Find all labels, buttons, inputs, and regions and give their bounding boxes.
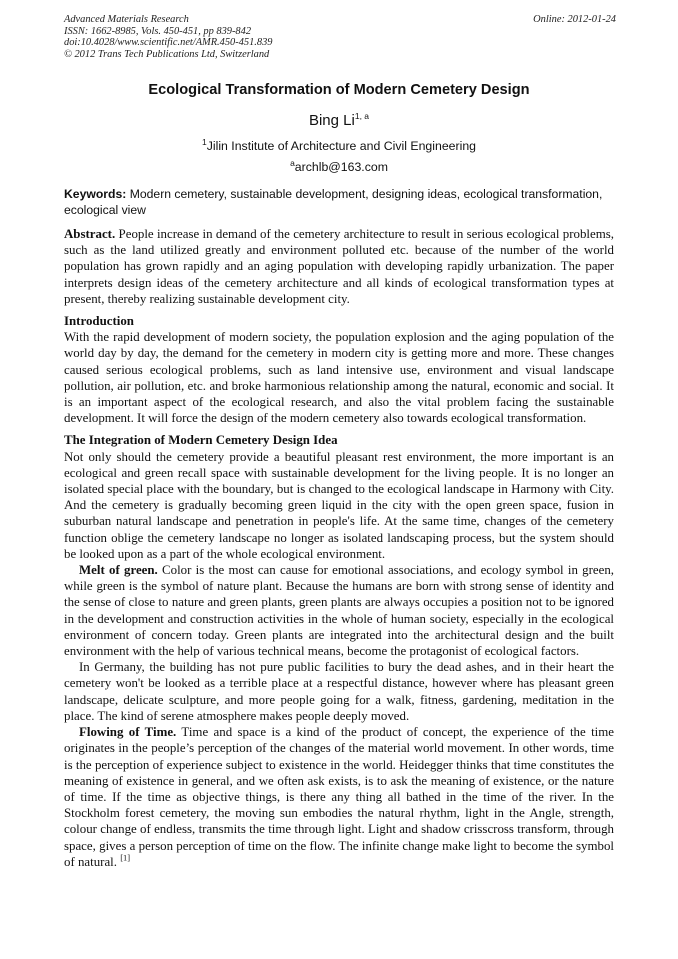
integration-paragraph: Not only should the cemetery provide a beautiful pleasant rest environment, the more important is an ecological and green recall space with sustainable development for the living people. It is no longer an isolated special place with the boundary, but is changed to the ecological landscape in Harmony with City. And the cemetery is gradually becoming green liquid in the city with the open green space, fusion in suburban natural landscape and penetration in people's life. At the same time, changes of the cemetery function oblige the cemetery landscape no longer as isolated landscaping process, but the system should be looked upon as a part of the whole ecological environment. bbox=[64, 449, 614, 561]
keywords-block bbox=[64, 187, 620, 218]
doi-line: doi:10.4028/www.scientific.net/AMR.450-451.839 bbox=[64, 37, 273, 49]
melt-of-green-text: Color is the most can cause for emotional associations, and ecology symbol in green, while green is the symbol of nature plant. Because the humans are born with strong sense of identity and the sense of close to nature and green plants, green plants are always occupies a position not to be ignored in the development and construction activities in the whole of human society, especially in the ecological environment of concern today. Green plants are integrated into the architectural design and the built environment with the help of various technical means, become the protagonist of ecological factors. bbox=[64, 563, 614, 659]
paper-body bbox=[64, 226, 614, 870]
integration-heading: The Integration of Modern Cemetery Design Idea bbox=[64, 433, 338, 448]
melt-of-green-paragraph bbox=[64, 562, 614, 659]
introduction-heading: Introduction bbox=[64, 314, 134, 329]
affiliation-text: Jilin Institute of Architecture and Civil Engineering bbox=[206, 139, 477, 153]
abstract-paragraph bbox=[64, 226, 614, 307]
email-superscript: a bbox=[290, 157, 295, 168]
germany-paragraph: In Germany, the building has not pure public facilities to bury the dead ashes, and in their heart the cemetery won't be looked as a terrible place at a respectful distance, however where has pleasant green landscape, delicate sculpture, and more people going for a walk, fitness, gardening, meditation in the place. The kind of serene atmosphere makes people deeply moved. bbox=[64, 660, 614, 723]
email-address: archlb@163.com bbox=[294, 160, 388, 174]
online-date: Online: 2012-01-24 bbox=[533, 14, 616, 25]
issn-line: ISSN: 1662-8985, Vols. 450-451, pp 839-842 bbox=[64, 25, 252, 37]
flowing-of-time-text: Time and space is a kind of the product of concept, the experience of the time originates in the people’s perception of the changes of the material world movement. In other words, time is the perception of experience subject to existence in the world. Heidegger thinks that time constitutes the meaning of existence in general, and we often ask exists, is to ask the meaning of existence, or the nature of time. If the time as objective things, is there any thing all bathed in the time of the river. In the Stockholm forest cemetery, the moving sun embodies the natural rhythm, light in the Angle, strength, colour change of endless, transmits the time through light. Light and shadow crisscross transform, through space, gives a person perception of time on the flow. The infinite change make light to become the symbol of natural. bbox=[64, 725, 614, 869]
abstract-text: People increase in demand of the cemetery architecture to result in serious ecological problems, such as the land utilized greatly and environment polluted etc. because of the number of the world population has grown rapidly and an aging population with developing rapidly urbanization. The paper interprets design ideas of the cemetery architecture and all kinds of ecological transformation types at present, thereby realizing sustainable development city. bbox=[64, 227, 614, 306]
copyright-line: © 2012 Trans Tech Publications Ltd, Switzerland bbox=[64, 48, 270, 60]
keywords-label: Keywords: bbox=[64, 187, 127, 201]
affiliation-superscript: 1 bbox=[201, 136, 207, 147]
citation-marker[interactable]: [1] bbox=[120, 852, 131, 863]
flowing-of-time-label: Flowing of Time. bbox=[79, 725, 177, 740]
melt-of-green-label: Melt of green. bbox=[79, 563, 158, 578]
author-superscript: 1, a bbox=[354, 111, 370, 121]
author-name: Bing Li bbox=[308, 112, 355, 129]
flowing-of-time-paragraph bbox=[64, 724, 614, 870]
journal-header bbox=[64, 14, 616, 60]
author-line bbox=[0, 112, 678, 129]
abstract-label: Abstract. bbox=[64, 227, 116, 241]
paper-title: Ecological Transformation of Modern Cemetery Design bbox=[148, 82, 530, 98]
email-line bbox=[0, 157, 678, 174]
keywords-text: Modern cemetery, sustainable development, designing ideas, ecological transformation, ecological view bbox=[64, 187, 603, 217]
introduction-paragraph: With the rapid development of modern society, the population explosion and the aging population of the world day by day, the demand for the cemetery in modern city is getting more and more. These changes caused serious ecological problems, such as land intensive use, environment and visual landscape pollution, air pollution, etc. and broke harmonious relationship among the natural, economic and social. It is an important aspect of the ecological research, and also the vital problem facing the sustainable development. It will force the design of the modern cemetery also towards ecological transformation. bbox=[64, 330, 614, 426]
affiliation-line bbox=[0, 136, 678, 153]
journal-name: Advanced Materials Research bbox=[64, 14, 189, 25]
